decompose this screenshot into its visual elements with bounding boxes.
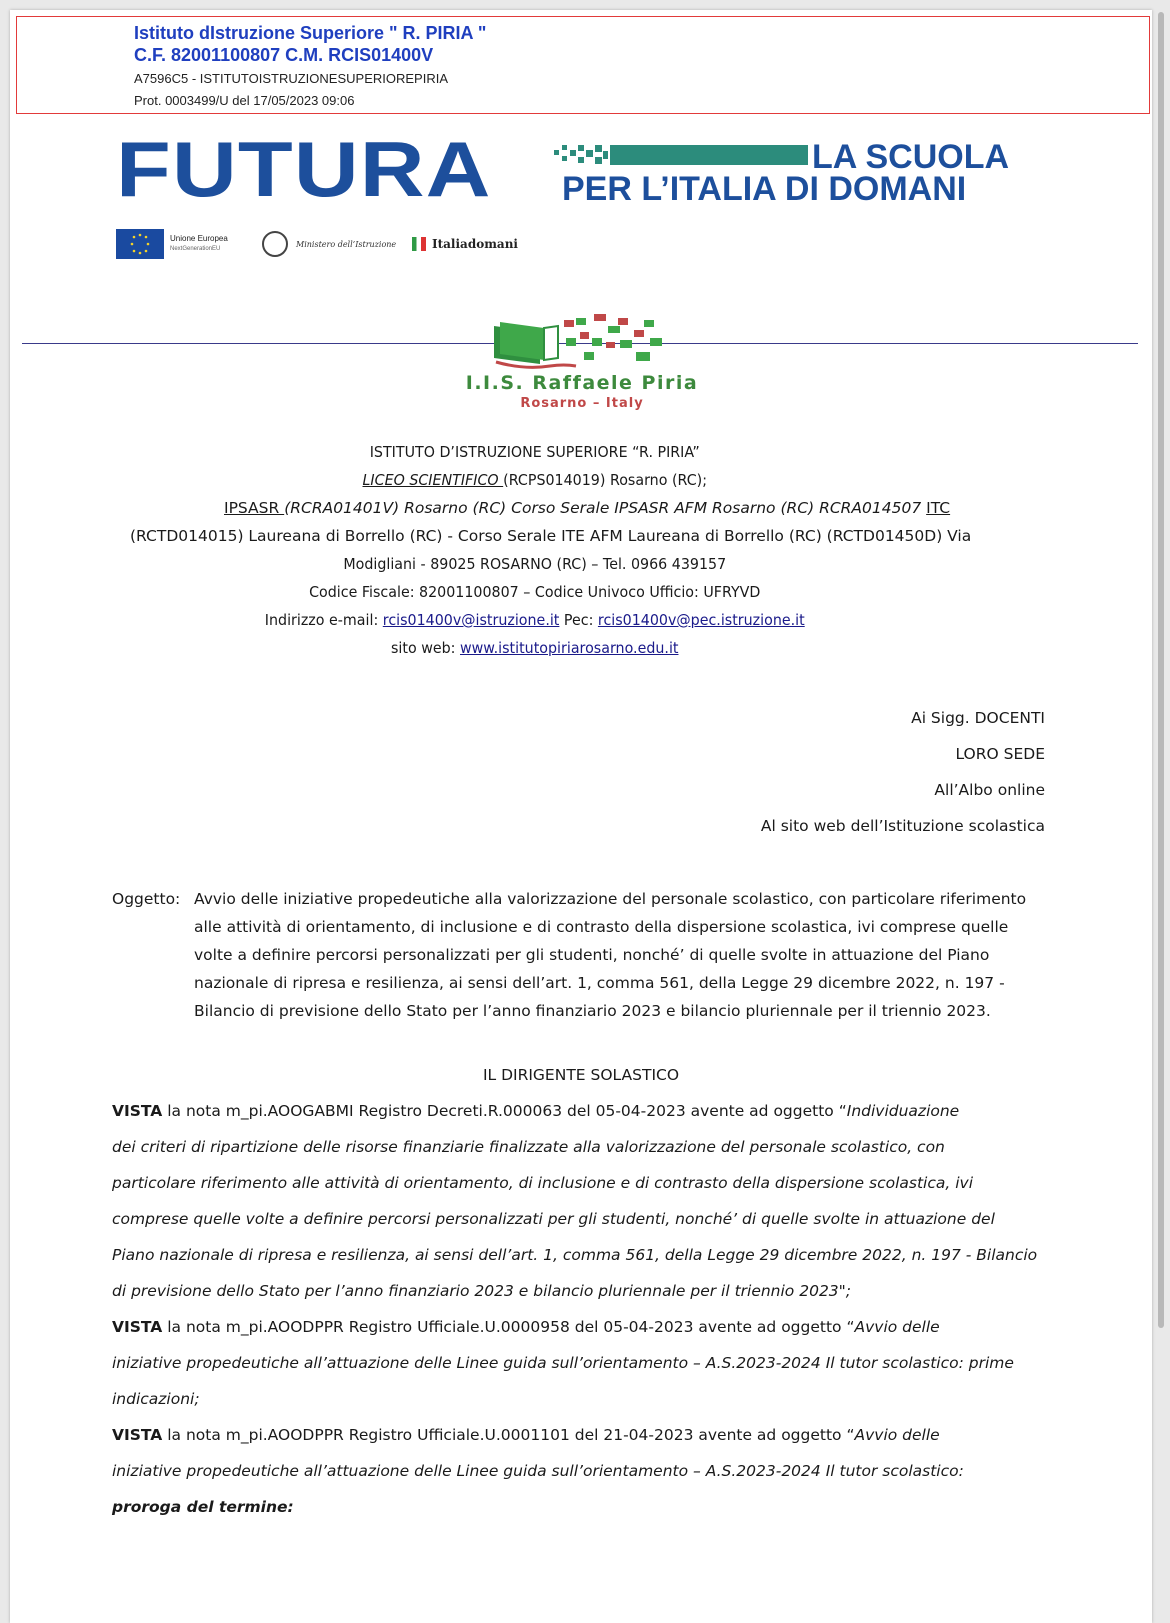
eu-sublabel: NextGenerationEU xyxy=(170,246,221,252)
vista-2-ref: la nota m_pi.AOODPPR Registro Ufficiale.U.0000958 del 05-04-2023 avente ad oggetto “ xyxy=(162,1318,855,1336)
ipsasr-label: IPSASR xyxy=(224,499,285,517)
republic-emblem-icon xyxy=(262,231,288,257)
italy-flag-icon xyxy=(412,237,426,251)
school-location: Rosarno – Italy xyxy=(520,396,644,411)
italiadomani-logo xyxy=(412,228,518,260)
recipient-sito: Al sito web dell’Istituzione scolastica xyxy=(760,817,1045,835)
liceo-code: (RCPS014019) Rosarno (RC); xyxy=(503,471,708,489)
itc-line: (RCTD014015) Laureana di Borrello (RC) - Corso Serale ITE AFM Laureana di Borrello (RC) (RCTD01450D) Via xyxy=(130,527,972,545)
vista-1-ref: la nota m_pi.AOOGABMI Registro Decreti.R.000063 del 05-04-2023 avente ad oggetto “ xyxy=(162,1102,847,1120)
protocol-aoo: A7596C5 - ISTITUTOISTRUZIONESUPERIOREPIRIA xyxy=(134,71,448,86)
oggetto-label: Oggetto: xyxy=(112,890,181,908)
recipient-docenti: Ai Sigg. DOCENTI xyxy=(911,709,1045,727)
vista-keyword: VISTA xyxy=(112,1102,163,1120)
protocol-number: Prot. 0003499/U del 17/05/2023 09:06 xyxy=(134,93,355,108)
oggetto-line: volte a definire percorsi personalizzati per gli studenti, nonché’ di quelle svolte in attuazione del Piano xyxy=(194,946,990,964)
vista-1-line: Piano nazionale di ripresa e resilienza, ai sensi dell’art. 1, comma 561, della Legge 29 dicembre 2022, n. 197 - Bilancio xyxy=(112,1246,1038,1264)
vista-3-subject-start: Avvio delle xyxy=(854,1426,940,1444)
school-name: I.I.S. Raffaele Piria xyxy=(465,372,699,394)
vista-2-first-line xyxy=(112,1318,1044,1336)
vista-1-line: particolare riferimento alle attività di orientamento, di inclusione e di contrasto della dispersione scolastica, ivi xyxy=(112,1174,974,1192)
ministry-logo xyxy=(262,228,396,260)
school-book-logo-icon xyxy=(494,314,672,370)
website-link[interactable]: www.istitutopiriarosarno.edu.it xyxy=(459,639,679,657)
vista-1-subject-start: Individuazione xyxy=(846,1102,960,1120)
vista-3-line: iniziative propedeutiche all’attuazione delle Linee guida sull’orientamento – A.S.2023-2024 Il tutor scolastico: xyxy=(112,1462,964,1480)
fiscal-code-line: Codice Fiscale: 82001100807 – Codice Univoco Ufficio: UFRYVD xyxy=(309,583,761,601)
vista-2-line: indicazioni; xyxy=(112,1390,200,1408)
liceo-line xyxy=(10,471,1059,489)
pec-label: Pec: xyxy=(559,611,598,629)
scuola-title-line2: PER L’ITALIA DI DOMANI xyxy=(562,170,967,208)
website-line xyxy=(10,639,1059,657)
email-line xyxy=(10,611,1059,629)
vista-keyword: VISTA xyxy=(112,1318,163,1336)
vista-1-line: di previsione dello Stato per l’anno finanziario 2023 e bilancio pluriennale per il triennio 2023"; xyxy=(112,1282,852,1300)
vista-2-line: iniziative propedeutiche all’attuazione delle Linee guida sull’orientamento – A.S.2023-2024 Il tutor scolastico: prime xyxy=(112,1354,1014,1372)
ipsasr-line xyxy=(224,499,950,517)
itc-label: ITC xyxy=(926,499,951,517)
scuola-title-line1: LA SCUOLA xyxy=(812,138,1010,176)
protocol-stamp xyxy=(16,16,1150,114)
recipient-sede: LORO SEDE xyxy=(955,745,1045,763)
vista-3-first-line xyxy=(112,1426,1044,1444)
website-label: sito web: xyxy=(390,639,460,657)
vista-1-line: dei criteri di ripartizione delle risorse finanziarie finalizzate alla valorizzazione del personale scolastico, con xyxy=(112,1138,945,1156)
liceo-label: LICEO SCIENTIFICO xyxy=(362,471,504,489)
eu-flag-icon xyxy=(116,229,164,259)
ipsasr-details: (RCRA01401V) Rosarno (RC) Corso Serale IPSASR AFM Rosarno (RC) RCRA014507 xyxy=(284,499,927,517)
eu-logo xyxy=(116,228,228,260)
scuola-bar-decoration xyxy=(554,142,808,168)
vista-keyword: VISTA xyxy=(112,1426,163,1444)
address-line: Modigliani - 89025 ROSARNO (RC) – Tel. 0966 439157 xyxy=(343,555,727,573)
scrollbar[interactable] xyxy=(1158,12,1164,1328)
oggetto-line: Bilancio di previsione dello Stato per l’anno finanziario 2023 e bilancio pluriennale per il triennio 2023. xyxy=(194,1002,991,1020)
vista-2-subject-start: Avvio delle xyxy=(854,1318,940,1336)
pec-link[interactable]: rcis01400v@pec.istruzione.it xyxy=(597,611,805,629)
vista-3-last-line: proroga del termine: xyxy=(112,1498,294,1516)
section-heading: IL DIRIGENTE SOLASTICO xyxy=(482,1066,680,1084)
oggetto-line: Avvio delle iniziative propedeutiche alla valorizzazione del personale scolastico, con particolare riferimento xyxy=(194,890,1027,908)
institute-name: ISTITUTO D’ISTRUZIONE SUPERIORE “R. PIRIA” xyxy=(369,443,700,461)
oggetto-line: nazionale di ripresa e resilienza, ai sensi dell’art. 1, comma 561, della Legge 29 dicembre 2022, n. 197 - xyxy=(194,974,1005,992)
protocol-codes: C.F. 82001100807 C.M. RCIS01400V xyxy=(134,45,434,65)
ministry-label: Ministero dell’Istruzione xyxy=(296,239,397,249)
email-link[interactable]: rcis01400v@istruzione.it xyxy=(382,611,560,629)
email-label: Indirizzo e-mail: xyxy=(264,611,383,629)
protocol-institute: Istituto dIstruzione Superiore " R. PIRIA " xyxy=(134,23,487,43)
eu-label: Unione Europea xyxy=(170,234,228,243)
vista-1-line: comprese quelle volte a definire percorsi personalizzati per gli studenti, nonché’ di quelle svolte in attuazione del xyxy=(112,1210,995,1228)
futura-logo: FUTURA xyxy=(116,125,492,213)
oggetto-line: alle attività di orientamento, di inclusione e di contrasto della dispersione scolastica, ivi comprese quelle xyxy=(194,918,1009,936)
vista-1-first-line xyxy=(112,1102,1044,1120)
recipient-albo: All’Albo online xyxy=(934,781,1045,799)
italiadomani-label: Italiadomani xyxy=(432,237,518,251)
vista-3-ref: la nota m_pi.AOODPPR Registro Ufficiale.U.0001101 del 21-04-2023 avente ad oggetto “ xyxy=(162,1426,855,1444)
